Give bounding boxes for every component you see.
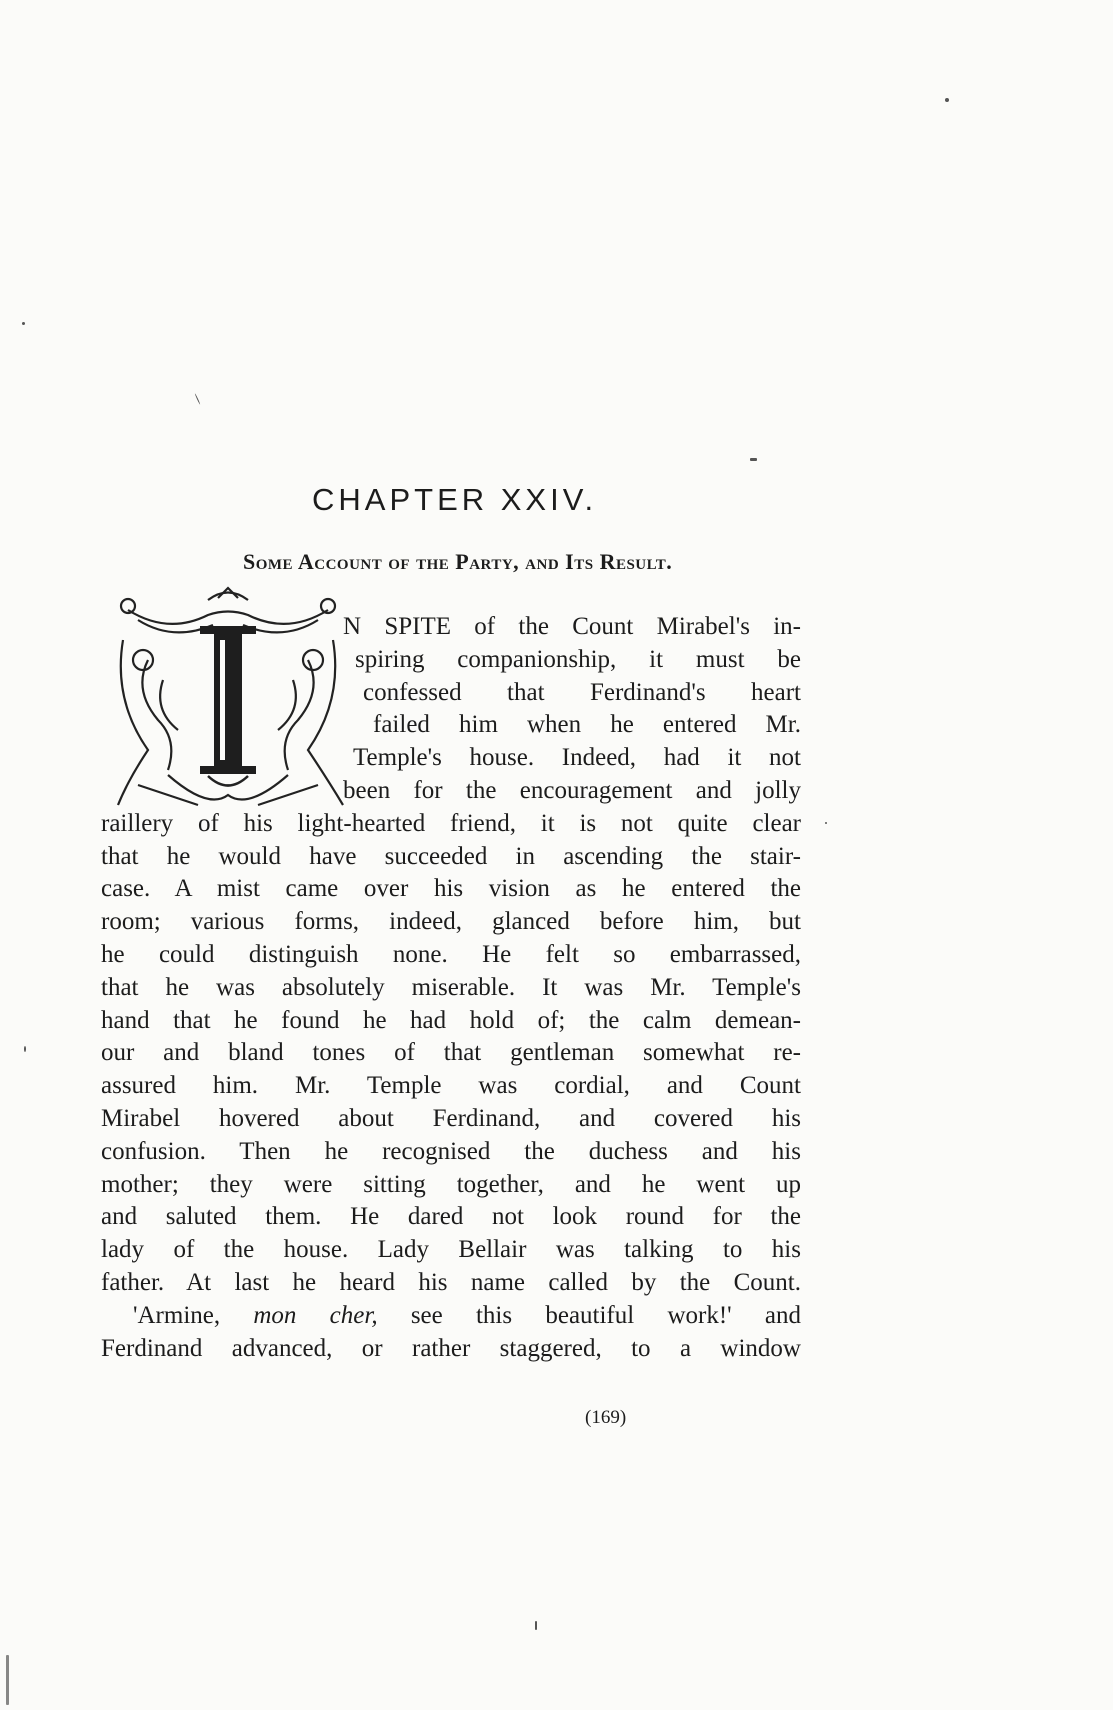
scan-speck [945,98,949,102]
text-line: Mirabel hovered about Ferdinand, and covered his [101,1104,801,1132]
text-line: Temple's house. Indeed, had it not [353,744,801,772]
text-line: lady of the house. Lady Bellair was talking to his [101,1236,801,1264]
text-line: raillery of his light-hearted friend, it is not quite clear [101,809,801,837]
text-line-paragraph-start [101,1300,801,1333]
text-line: confusion. Then he recognised the duchess and his [101,1137,801,1165]
text-line: and saluted them. He dared not look round for the [101,1203,801,1231]
text-line: Ferdinand advanced, or rather staggered, to a window [101,1334,801,1362]
scan-speck [750,458,757,461]
scan-speck [22,322,25,325]
scan-speck [24,1046,26,1052]
scan-speck [825,822,827,824]
scan-speck [535,1621,537,1630]
text-line: been for the encouragement and jolly [343,776,801,804]
italic-phrase: mon cher, [253,1301,378,1329]
quote-start: 'Armine, [133,1301,254,1329]
text-line: that he would have succeeded in ascending the stair- [101,842,801,870]
text-line: N SPITE of the Count Mirabel's in- [343,613,801,640]
chapter-subtitle: Some Account of the Party, and Its Result. [243,549,673,574]
chapter-heading: CHAPTER XXIV. [312,482,598,517]
text-line: failed him when he entered Mr. [373,711,801,739]
body-text [101,611,801,1365]
text-line: assured him. Mr. Temple was cordial, and Count [101,1072,801,1100]
page-number: (169) [585,1407,627,1428]
scan-speck [6,1655,9,1705]
text-line: room; various forms, indeed, glanced before him, but [101,908,801,936]
text-line: our and bland tones of that gentleman somewhat re- [101,1039,801,1067]
scan-speck [195,393,201,404]
text-line: case. A mist came over his vision as he entered the [101,875,801,903]
text-line: he could distinguish none. He felt so embarrassed, [101,940,801,968]
text-line: that he was absolutely miserable. It was Mr. Temple's [101,973,801,1001]
text-line: mother; they were sitting together, and he went up [101,1170,801,1198]
text-line: hand that he found he had hold of; the calm demean- [101,1006,801,1034]
text-line: confessed that Ferdinand's heart [363,678,801,706]
text-line: father. At last he heard his name called by the Count. [101,1268,801,1296]
text-line: spiring companionship, it must be [355,645,801,673]
quote-end: see this beautiful work!' and [377,1301,801,1329]
